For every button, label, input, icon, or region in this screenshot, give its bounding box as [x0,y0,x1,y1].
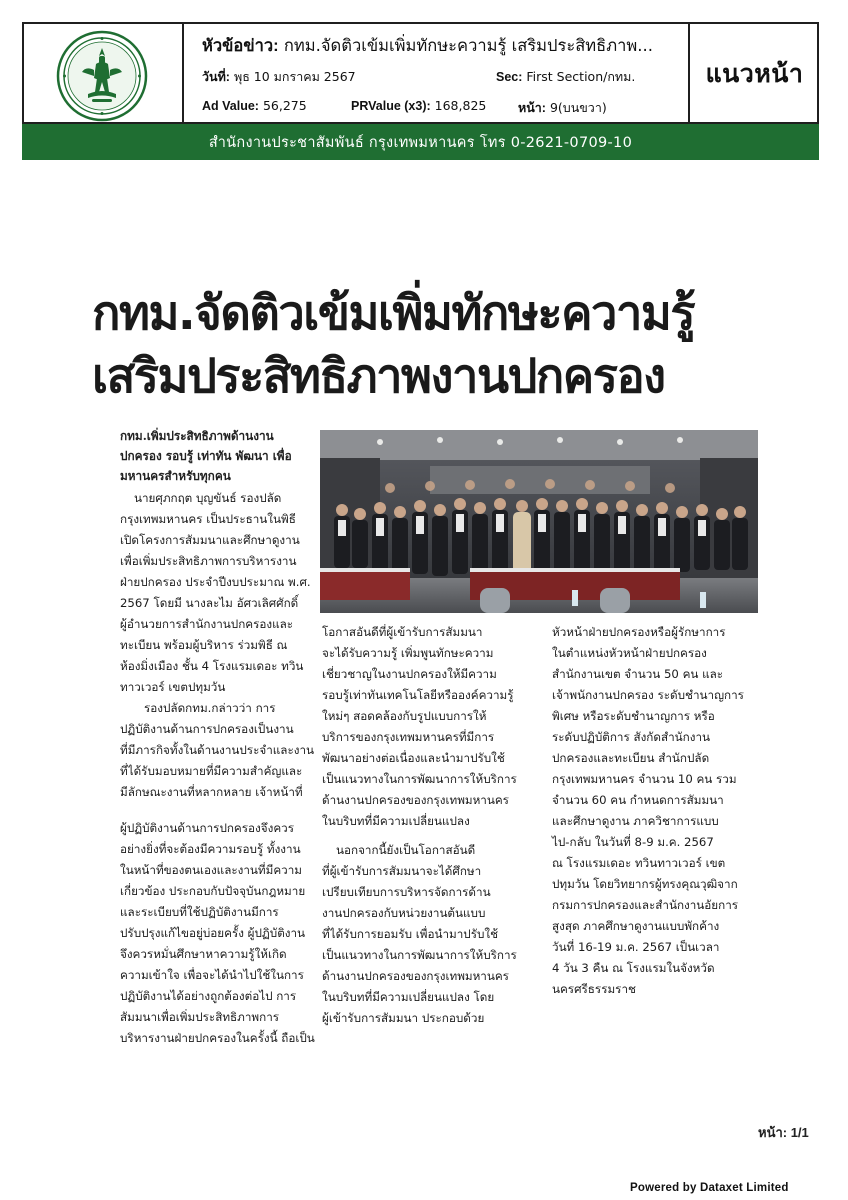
article-column-3 [552,622,768,1000]
body-line: ในบริบทที่มีความเปลี่ยนแปลง โดย [322,990,495,1004]
body-line: ผู้ปฏิบัติงานด้านการปกครองจึงควร [120,821,294,835]
body-line: บริหารงานฝ่ายปกครองในครั้งนี้ ถือเป็น [120,1031,315,1045]
newspaper-name: แนวหน้า [705,60,804,88]
lead-line: กทม.เพิ่มประสิทธิภาพด้านงาน [120,429,274,443]
body-line: ในตำแหน่งหัวหน้าฝ่ายปกครอง [552,646,707,660]
article-column-1 [120,488,316,1049]
body-line: เป็นแนวทางในการพัฒนาการให้บริการ [322,948,517,962]
body-line: ณ โรงแรมเดอะ ทวินทาวเวอร์ เขต [552,856,726,870]
body-line: เชี่ยวชาญในงานปกครองให้มีความ [322,667,497,681]
ad-value: 56,275 [262,98,307,113]
body-line: 4 วัน 3 คืน ณ โรงแรมในจังหวัด [552,961,715,975]
body-line: กรุงเทพมหานคร เป็นประธานในพิธี [120,512,296,526]
body-line: กรมการปกครองและสำนักงานอัยการ [552,898,739,912]
body-line: ปฏิบัติงานได้อย่างถูกต้องต่อไป การ [120,989,297,1003]
body-line: ปทุมวัน โดยวิทยากรผู้ทรงคุณวุฒิจาก [552,877,738,891]
body-line: เป็นแนวทางในการพัฒนาการให้บริการ [322,772,517,786]
bangkok-city-seal-icon [56,30,148,122]
body-line: เจ้าพนักงานปกครอง ระดับชำนาญการ [552,688,744,702]
ad-value-row [202,98,307,113]
body-line: มีลักษณะงานที่หลากหลาย เจ้าหน้าที่ [120,785,303,799]
agency-banner-text: สำนักงานประชาสัมพันธ์ กรุงเทพมหานคร โทร 0-2621-0709-10 [208,134,633,151]
body-line: ฝ่ายปกครอง ประจำปีงบประมาณ พ.ศ. [120,575,311,589]
body-line: ระดับปฏิบัติการ สังกัดสำนักงาน [552,730,710,744]
headline-line-1: กทม.จัดติวเข้มเพิ่มทักษะความรู้ [92,286,695,341]
agency-banner [22,124,819,160]
pr-value-row [351,98,486,113]
body-line: พิเศษ หรือระดับชำนาญการ หรือ [552,709,715,723]
body-line: ที่ได้รับมอบหมายที่มีความสำคัญและ [120,764,303,778]
headline-label: หัวข้อข่าว: [202,37,279,55]
group-photo-image [320,430,758,613]
body-line: ด้านงานปกครองของกรุงเทพมหานคร [322,793,509,807]
body-line: 2567 โดยมี นางละไม อัศวเลิศศักดิ์ [120,596,299,610]
body-line: ที่ได้รับการยอมรับ เพื่อนำมาปรับใช้ [322,927,499,941]
body-line: สัมมนาเพื่อเพิ่มประสิทธิภาพการ [120,1010,280,1024]
newspaper-name-cell [688,24,819,124]
page-value: 9(บนขวา) [549,100,607,115]
body-line: เปรียบเทียบการบริหารจัดการด้าน [322,885,491,899]
group-photo [320,430,758,613]
body-line: อย่างยิ่งที่จะต้องมีความรอบรู้ ทั้งงาน [120,842,301,856]
body-line: จะได้รับความรู้ เพิ่มพูนทักษะความ [322,646,494,660]
body-line: ความเข้าใจ เพื่อจะได้นำไปใช้ในการ [120,968,304,982]
powered-by: Powered by Dataxet Limited [630,1182,789,1194]
date-label: วันที่: [202,70,230,84]
body-line: นครศรีธรรมราช [552,982,636,996]
body-line: ที่มีภารกิจทั้งในด้านงานประจำและงาน [120,743,315,757]
page-label: หน้า: [518,101,546,115]
date-row [202,67,356,87]
headline-row [202,33,682,59]
article-headline [92,282,764,408]
pr-value-label: PRValue (x3): [351,99,431,113]
page-count: หน้า: 1/1 [758,1125,809,1140]
body-line: ที่ผู้เข้ารับการสัมมนาจะได้ศึกษา [322,864,482,878]
body-line: โอกาสอันดีที่ผู้เข้ารับการสัมมนา [322,625,483,639]
body-line: ในหน้าที่ของตนเองและงานที่มีความ [120,863,302,877]
body-line: และศึกษาดูงาน ภาควิชาการแบบ [552,814,719,828]
body-line: ผู้อำนวยการสำนักงานปกครองและ [120,617,294,631]
body-line: ทาวเวอร์ เขตปทุมวัน [120,680,226,694]
body-line: สำนักงานเขต จำนวน 50 คน และ [552,667,724,681]
headline-line-2: เสริมประสิทธิภาพงานปกครอง [92,349,665,404]
body-line: ใหม่ๆ สอดคล้องกับรูปแบบการให้ [322,709,487,723]
body-line: ห้องมิ่งเมือง ชั้น 4 โรงแรมเดอะ ทวิน [120,659,304,673]
body-line: เพื่อเพิ่มประสิทธิภาพการบริหารงาน [120,554,297,568]
body-line: ปกครองและทะเบียน สำนักปลัด [552,751,710,765]
logo-cell [24,24,184,124]
sec-label: Sec: [496,70,523,84]
section-row [496,67,635,87]
body-line: และระเบียบที่ใช้ปฏิบัติงานมีการ [120,905,279,919]
lead-line: ปกครอง รอบรู้ เท่าทัน พัฒนา เพื่อ [120,449,292,463]
ad-value-label: Ad Value: [202,99,259,113]
body-line: ไป-กลับ ในวันที่ 8-9 ม.ค. 2567 [552,835,714,849]
article-column-2 [322,622,540,1029]
body-line: รอบรู้เท่าทันเทคโนโลยีหรือองค์ความรู้ [322,688,514,702]
body-line: จึงควรหมั่นศึกษาหาความรู้ให้เกิด [120,947,287,961]
body-line: ปรับปรุงแก้ไขอยู่บ่อยครั้ง ผู้ปฏิบัติงาน [120,926,306,940]
body-line: พัฒนาอย่างต่อเนื่องและนำมาปรับใช้ [322,751,505,765]
headline-value: กทม.จัดติวเข้มเพิ่มทักษะความรู้ เสริมประสิทธิภาพ... [283,36,654,55]
body-line: นอกจากนี้ยังเป็นโอกาสอันดี [336,843,476,857]
body-line: รองปลัดกทม.กล่าวว่า การ [144,701,276,715]
body-line: สูงสุด ภาคศึกษาดูงานแบบพักค้าง [552,919,720,933]
date-value: พุธ 10 มกราคม 2567 [233,69,356,84]
body-line: ผู้เข้ารับการสัมมนา ประกอบด้วย [322,1011,485,1025]
body-line: เกี่ยวข้อง ประกอบกับปัจจุบันกฎหมาย [120,884,306,898]
body-line: งานปกครองกับหน่วยงานต้นแบบ [322,906,486,920]
body-line: บริการของกรุงเทพมหานครที่มีการ [322,730,495,744]
sec-value: First Section/กทม. [526,69,636,84]
body-line: วันที่ 16-19 ม.ค. 2567 เป็นเวลา [552,940,720,954]
clipping-info [186,24,686,124]
body-line: จำนวน 60 คน กำหนดการสัมมนา [552,793,724,807]
body-line: ในบริบทที่มีความเปลี่ยนแปลง [322,814,470,828]
body-line: หัวหน้าฝ่ายปกครองหรือผู้รักษาการ [552,625,726,639]
body-line: เปิดโครงการสัมมนาและศึกษาดูงาน [120,533,300,547]
body-line: ทะเบียน พร้อมผู้บริหาร ร่วมพิธี ณ [120,638,288,652]
body-line: นายศุภกฤต บุญขันธ์ รองปลัด [134,491,282,505]
page-row [518,98,607,118]
body-line: ปฏิบัติงานด้านการปกครองเป็นงาน [120,722,294,736]
clipping-header [22,22,819,124]
article-lead [120,426,316,486]
body-line: กรุงเทพมหานคร จำนวน 10 คน รวม [552,772,737,786]
lead-line: มหานครสำหรับทุกคน [120,469,231,483]
body-line: ด้านงานปกครองของกรุงเทพมหานคร [322,969,509,983]
pr-value: 168,825 [434,98,487,113]
